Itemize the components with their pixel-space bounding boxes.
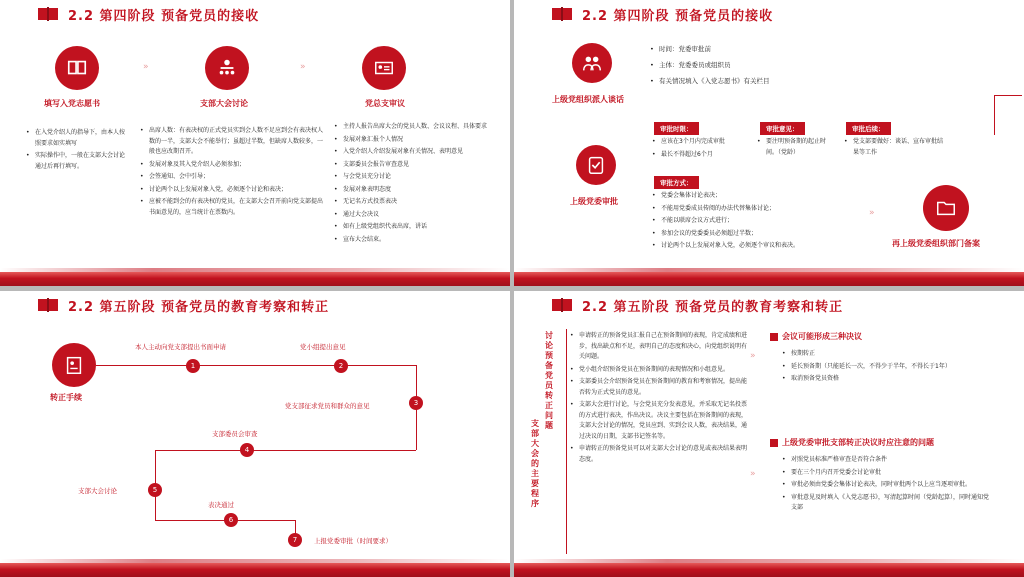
section-marker [770,439,778,447]
list-item: • 实际操作中，一般在支部大会讨论通过后再行填写。 [26,151,128,172]
step-label: 支部委员会审查 [212,430,258,438]
box-list [757,137,837,160]
step-label: 上级党组织派人谈话 [552,95,624,104]
list-item: • 党支部要做好：谈话、宣布审批结果等工作 [844,137,944,158]
list-item: • 取消预备党员资格 [782,374,982,385]
approval-notes-list [782,455,992,516]
flow-line [155,450,416,451]
box-label: 审批时限： [654,122,699,135]
slide-title-text: 2.2 第五阶段 预备党员的教育考察和转正 [68,299,330,315]
flow-line [96,365,416,366]
step2-list [140,126,325,220]
divider [994,95,995,135]
bottom-bar [0,272,510,286]
list-item: • 有关情况填入《入党志愿书》有关栏目 [650,74,970,88]
slide-title-text: 2.2 第五阶段 预备党员的教育考察和转正 [582,299,844,315]
id-card-icon [362,46,406,90]
slide-approval [514,0,1024,286]
slide-regularization-meeting [514,291,1024,577]
approve-icon [576,145,616,185]
step-node: 4 [240,443,254,457]
book-icon [38,298,58,312]
list-item: • 出席人数：有表决权的正式党员实到会人数不足应到会有表决权人数的一半，支部大会不能举行；虽超过半数，但缺席人数较多，一般也应改期召开。 [140,126,325,158]
book-icon [552,7,572,21]
slide-title [38,295,329,315]
chevron-right-icon: » [300,62,306,72]
list-item: • 应被不能到会的有表决权的党员，在支部大会召开前向党支部提出书面意见的，应当统计在票数内。 [140,197,325,218]
talk-list [650,42,970,90]
section-marker [770,333,778,341]
list-item: • 通过大会决议 [334,210,494,221]
step-node: 5 [148,483,162,497]
box-label: 审批方式： [654,176,699,189]
box-list [652,137,752,162]
list-item: • 讨论两个以上发展对象入党，必须逐个讨论和表决； [140,185,325,196]
list-item: • 申请转正的预备党员可以对支部大会讨论的意见或表决结果表明态度。 [570,444,750,465]
section-title: 会议可能形成三种决议 [782,332,862,341]
step-label: 本人主动向党支部提出书面申请 [135,343,226,351]
divider [566,329,567,554]
slide-title [38,4,259,24]
step-node: 7 [288,533,302,547]
list-item: • 支部委员会介绍预备党员在预备期间的教育和考察情况，提出能否转为正式党员的意见。 [570,377,750,398]
list-item: • 延长预备期（只能延长一次，不得少于半年，不得长于1年） [782,362,982,373]
method-list [652,191,862,254]
list-item: • 在入党介绍人的指导下，由本人按照要求如实填写 [26,128,128,149]
step-node: 3 [409,396,423,410]
list-item: • 如有上级党组织代表出席，讲话 [334,222,494,233]
box-label: 审批意见： [760,122,805,135]
list-item: • 会签通知、会中引导； [140,172,325,183]
chevron-right-icon: » [750,351,756,361]
list-item: • 党小组介绍预备党员在预备期间的表现情况和小组意见。 [570,365,750,376]
step-label: 支部大会讨论 [78,487,117,495]
section-title: 上级党委审批支部转正决议时应注意的问题 [782,438,934,447]
list-item: • 申请转正的预备党员汇报自己在预备期间的表现，肯定成绩和进步，找出缺点和不足，表明自己的态度和决心，向党组织说明有关问题。 [570,331,750,363]
list-item: • 要在三个月内召开党委会讨论审批 [782,468,992,479]
resolution-list [782,349,982,387]
list-item: • 不能用党委成员传阅的办法代替集体讨论； [652,204,862,215]
list-item: • 主体：党委委员或组织员 [650,58,970,72]
chevron-right-icon: » [869,208,875,218]
meeting-procedure-list [570,331,750,467]
list-item: • 支部委员会报告审查意见 [334,160,494,171]
list-item: • 对照党员标准严格审查是否符合条件 [782,455,992,466]
step-label: 再上级党委组织部门备案 [892,239,980,248]
list-item: • 宣布大会结束。 [334,235,494,246]
slide-receiving-probationary [0,0,510,286]
meeting-icon [205,46,249,90]
step-label: 支部大会讨论 [200,99,248,108]
box-label: 审批后续： [846,122,891,135]
list-item: • 时间：党委审批前 [650,42,970,56]
list-item: • 无记名方式投票表决 [334,197,494,208]
vertical-label: 支部大会的主要程序 [531,419,539,508]
step-node: 2 [334,359,348,373]
slide-title [552,295,843,315]
chevron-right-icon: » [750,469,756,479]
list-item: • 发展对象汇报个人情况 [334,135,494,146]
slide-regularization-steps [0,291,510,577]
list-item: • 讨论两个以上发展对象入党，必须逐个审议和表决。 [652,241,862,252]
step-node: 6 [224,513,238,527]
list-item: • 发展对象及其入党介绍人必须参加； [140,160,325,171]
list-item: • 应该在3个月内完成审批 [652,137,752,148]
step-label: 表决通过 [208,501,234,509]
list-item: • 最长不得超过6个月 [652,150,752,161]
step-label: 党支部征求党员和群众的意见 [285,402,370,410]
step-label: 党小组提出意见 [300,343,346,351]
step-label: 上报党委审批（时间要求） [314,537,392,545]
step3-list [334,122,494,247]
chevron-right-icon: » [143,62,149,72]
book-icon [38,7,58,21]
step-label: 上级党委审批 [570,197,618,206]
list-item: • 参加会议的党委委员必须超过半数； [652,229,862,240]
list-item: • 入党介绍人介绍发展对象有关情况、表明意见 [334,147,494,158]
applicant-icon [52,343,96,387]
talk-icon [572,43,612,83]
list-item: • 主持人报告出席大会的党员人数、会议议程、具体要求 [334,122,494,133]
folder-icon [923,185,969,231]
list-item: • 要注明预备期的起止时间。（党龄） [757,137,837,158]
step-node: 1 [186,359,200,373]
list-item: • 按期转正 [782,349,982,360]
step-label: 填写入党志愿书 [44,99,100,108]
start-label: 转正手续 [50,393,82,402]
list-item: • 与会党员充分讨论 [334,172,494,183]
list-item: • 发展对象表明态度 [334,185,494,196]
bottom-bar [0,563,510,577]
list-item: • 不能以联席会议方式进行； [652,216,862,227]
step-label: 党总支审议 [365,99,405,108]
book-icon [552,298,572,312]
book-icon [55,46,99,90]
list-item: • 支部大会进行讨论，与会党员充分发表意见，并采取无记名投票的方式进行表决，作出决议。决议主要包括在预备期间的表现，支部大会讨论的情况，党员应到、实到会议人数，表决结果，通过决议的日期，支部书记签名等。 [570,400,750,442]
slide-title [552,4,773,24]
list-item: • 审批必须由党委会集体讨论表决，同时审批两个以上应当逐项审批。 [782,480,992,491]
slide-title-text: 2.2 第四阶段 预备党员的接收 [68,8,260,24]
box-list [844,137,944,160]
list-item: • 党委会集体讨论表决； [652,191,862,202]
flow-line [416,403,417,450]
bottom-bar [514,272,1024,286]
list-item: • 审批意见及时填入《入党志愿书》，写清起算时间（党龄起算），同时通知党支部 [782,493,992,514]
slide-title-text: 2.2 第四阶段 预备党员的接收 [582,8,774,24]
divider [994,95,1022,96]
step1-list [26,128,128,174]
vertical-label: 讨论预备党员转正问题 [545,331,553,430]
bottom-bar [514,563,1024,577]
